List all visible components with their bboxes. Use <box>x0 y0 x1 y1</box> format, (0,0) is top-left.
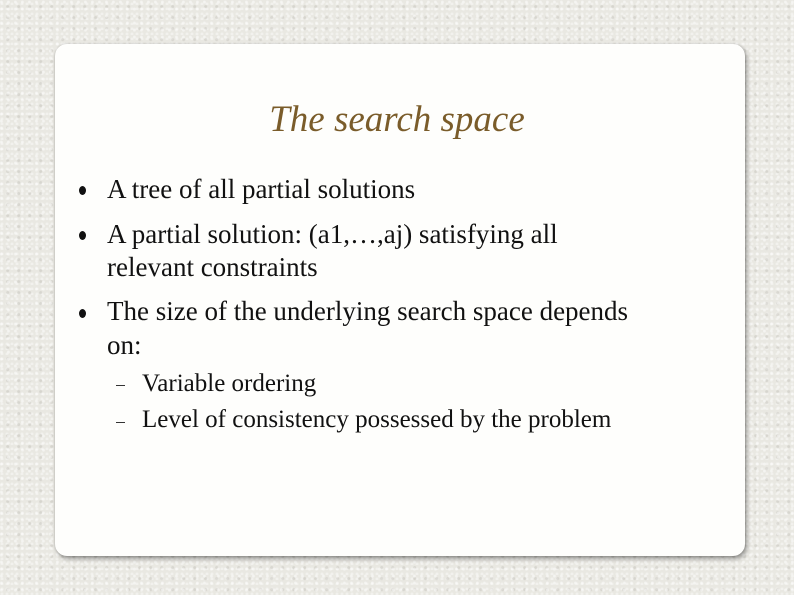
sub-bullet-text-1: Variable ordering <box>142 370 317 397</box>
bullet-text-3-line-2: on: <box>107 330 142 360</box>
dash-bullet-icon <box>116 422 125 423</box>
bullet-text-2-line-1: A partial solution: (a1,…,aj) satisfying all <box>107 219 558 249</box>
slide-title: The search space <box>269 99 525 140</box>
bullet-dot-icon <box>79 309 86 318</box>
bullet-dot-icon <box>79 186 86 195</box>
bullet-text-1-line-1: A tree of all partial solutions <box>107 174 416 204</box>
bullet-dot-icon <box>79 231 86 240</box>
sub-bullet-text-2: Level of consistency possessed by the problem <box>142 406 612 433</box>
dash-bullet-icon <box>116 385 125 386</box>
bullet-text-2-line-2: relevant constraints <box>107 252 318 282</box>
bullet-text-3-line-1: The size of the underlying search space depends <box>107 296 629 326</box>
